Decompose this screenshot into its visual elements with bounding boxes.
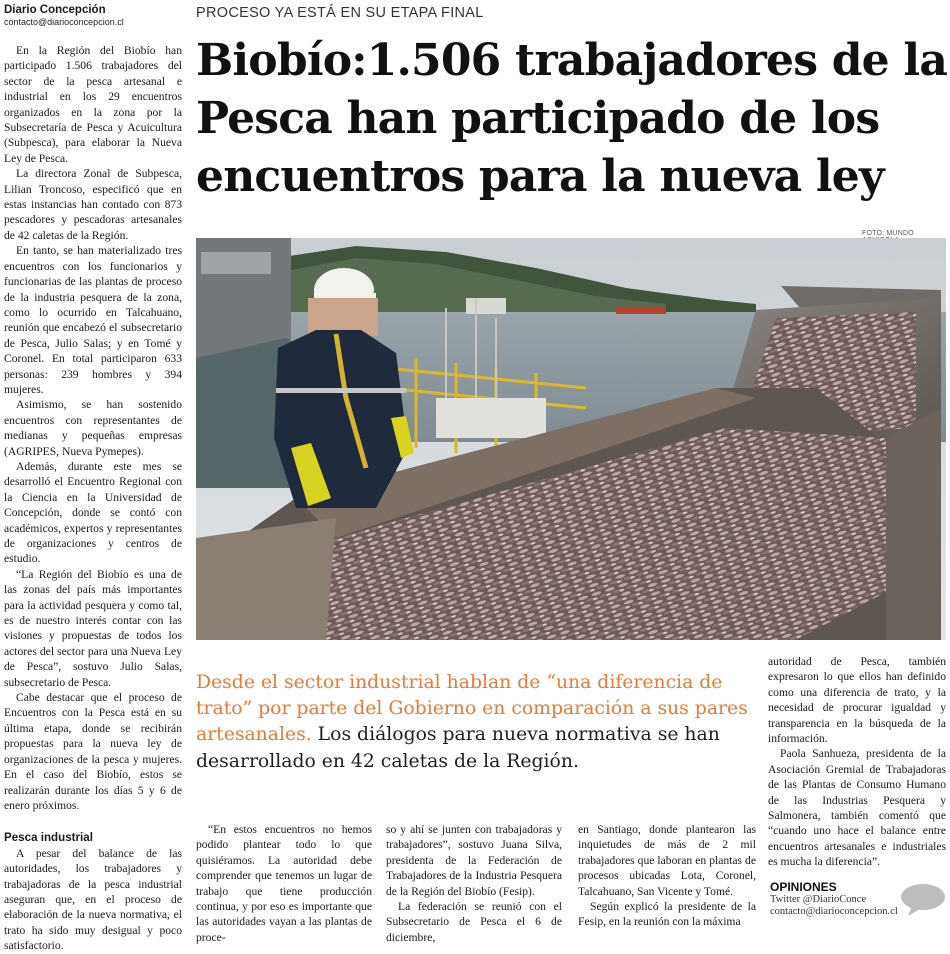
- section-subhead: Pesca industrial: [4, 831, 93, 845]
- headline-bold: Biobío:1.506 trabajadores: [196, 35, 818, 86]
- body-paragraph: La directora Zonal de Subpesca, Lilian Troncoso, especificó que en estas instancias han contado con 873 pescadores y pescadoras artesanales de 42 caletas de la Región.: [4, 167, 182, 242]
- headline-regular: de la Pesca han participado de los encuentros para la nueva ley: [196, 35, 948, 202]
- photo-credit: FOTO: MUNDO: [862, 230, 914, 237]
- kicker: PROCESO YA ESTÁ EN SU ETAPA FINAL: [196, 5, 484, 21]
- news-photo: [196, 238, 946, 640]
- body-paragraph: Además, durante este mes se desarrolló el Encuentro Regional con la Ciencia en la Universidad de Concepción, donde se contó con académicos, expertos y representantes de organizaciones y centros de estudio.: [4, 459, 182, 566]
- body-paragraph: Según explicó la presidente de la Fesip, en la reunión con la máxima: [578, 900, 756, 929]
- body-paragraph: Asimismo, se han sostenido encuentros con representantes de medianas y pequeñas empresas (AGRIPES, Nueva Pymepes).: [4, 398, 182, 458]
- column-b: [386, 822, 562, 945]
- opinion-twitter[interactable]: Twitter @DiarioConce: [770, 894, 867, 905]
- opinion-email[interactable]: contacto@diarioconcepcion.cl: [770, 906, 898, 917]
- body-paragraph: en Santiago, donde plantearon las inquietudes de más de 2 mil trabajadores que laboran en plantas de procesos ubicadas Lota, Coronel, Talcahuano, San Vicente y Tomé.: [578, 823, 756, 898]
- body-paragraph: “En estos encuentros no hemos podido plantear todo lo que quisiéramos. La autoridad debe comprender que tenemos un lugar de trabajo que tiene producción continua, y por eso es importante que las autoridades vayan a las plantas de proce-: [196, 823, 372, 944]
- fish-conveyor-illustration: [196, 238, 946, 640]
- body-paragraph: autoridad de Pesca, también expresaron lo que ellos han definido como una diferencia de trato, y la necesidad de procurar igualdad y transparencia en la búsqueda de la información.: [768, 655, 946, 746]
- standfirst-highlight: Desde el sector industrial hablan de “una diferencia de trato” por parte del Gobierno en comparación a sus pares artesanales.: [196, 672, 748, 746]
- column-c: [578, 822, 756, 930]
- body-paragraph: so y ahí se junten con trabajadoras y trabajadores”, sostuvo Juana Silva, presidenta de la Federación de Trabajadores de la Industria Pesquera de la Región del Biobío (Fesip).: [386, 823, 562, 898]
- body-paragraph: A pesar del balance de las autoridades, los trabajadores y trabajadoras de la pesca industrial aseguran que, en el proceso de elaboración de la nueva normativa, el trato ha sido muy desigual y poco satisfactorio.: [4, 846, 182, 953]
- body-paragraph: En la Región del Biobío han participado 1.506 trabajadores del sector de la pesca artesanal e industrial en los 29 encuentros organizados en la zona por la Subsecretaría de Pesca y Acuicultura (Subpesca), para elaborar la Nueva Ley de Pesca.: [4, 44, 182, 165]
- byline-email: contacto@diarioconcepcion.cl: [4, 17, 124, 27]
- body-paragraph: Cabe destacar que el proceso de Encuentros con la Pesca está en su última etapa, donde se recibirán propuestas para la nueva ley de organizaciones de la pesca y mujeres. En el caso del Biobío, estos se realizarán durante los días 5 y 6 de enero próximos.: [4, 691, 182, 812]
- body-paragraph: “La Región del Biobío es una de las zonas del país más importantes para la actividad pesquera y como tal, es de nuestro interés contar con las visiones y propuestas de todos los actores del sector para una Nueva Ley de Pesca”, sostuvo Julio Salas, subsecretario de Pesca.: [4, 567, 182, 689]
- headline: [196, 32, 948, 206]
- opinion-title: OPINIONES: [770, 880, 837, 894]
- standfirst: [196, 670, 761, 775]
- standfirst-rest: Los diálogos para nueva normativa se han desarrollado en 42 caletas de la Región.: [196, 724, 720, 772]
- body-paragraph: Paola Sanhueza, presidenta de la Asociación Gremial de Trabajadoras de las Plantas de Consumo Humano de las Industrias Pesquera y Salmonera, también comentó que “cuando uno hace el balance entre encuentros artesanales e industriales es mucha la diferencia”.: [768, 747, 946, 869]
- column-a: [196, 822, 372, 945]
- speech-bubble-icon: [900, 882, 946, 918]
- body-paragraph: La federación se reunió con el Subsecretario de Pesca el 6 de diciembre,: [386, 900, 562, 944]
- column-d: [768, 654, 946, 870]
- body-paragraph: En tanto, se han materializado tres encuentros con los funcionarios y funcionarias de las plantas de proceso de la industria pesquera de la zona, como lo ocurrido en Talcahuano, reunión que encabezó el subsecretario de Pesca, Julio Salas; y en Tomé y Coronel. En total participaron 633 personas: 239 hombres y 394 mujeres.: [4, 244, 182, 396]
- left-column: [4, 4, 182, 954]
- byline-author: Diario Concepción: [4, 4, 106, 16]
